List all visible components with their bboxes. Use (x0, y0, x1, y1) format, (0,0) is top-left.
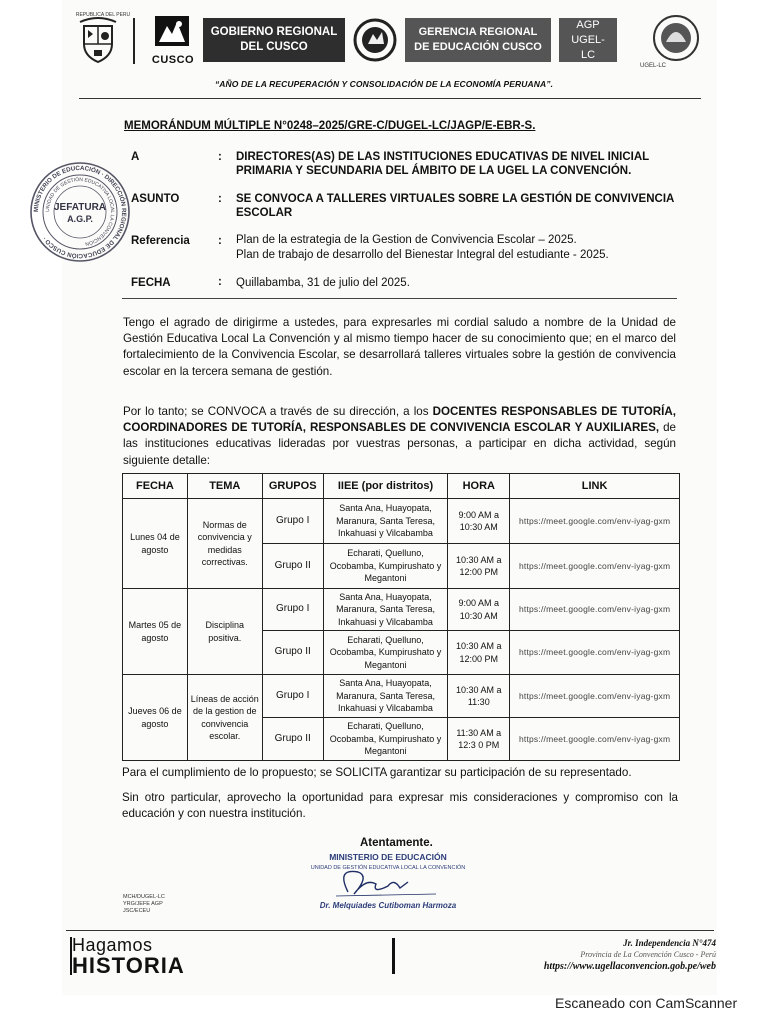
meet-link[interactable]: https://meet.google.com/env-iyag-gxm (510, 589, 680, 631)
gerencia-regional-badge: GERENCIA REGIONAL DE EDUCACIÓN CUSCO (405, 18, 551, 62)
subject-label: ASUNTO (131, 193, 180, 205)
reference-initials (123, 894, 165, 915)
day-date: Jueves 06 de agosto (123, 675, 188, 761)
peru-coat-of-arms-icon (78, 16, 118, 64)
header-hora: HORA (448, 474, 510, 499)
time-cell: 10:30 AM a 11:30 (448, 675, 510, 718)
time-cell: 10:30 AM a 12:00 PM (448, 544, 510, 589)
districts-cell: Santa Ana, Huayopata, Maranura, Santa Teresa, Inkahuasi y Vilcabamba (323, 499, 448, 544)
table-header-row (123, 474, 680, 499)
initials-line: MCH/DUGEL-LC (123, 894, 165, 900)
day-topic: Disciplina positiva. (187, 589, 262, 675)
time-cell: 11:30 AM a 12:3 0 PM (448, 718, 510, 761)
cusco-logo-text: CUSCO (151, 54, 195, 66)
request-paragraph: Para el cumplimiento de lo propuesto; se SOLICITA garantizar su participación de su representado. (122, 766, 632, 779)
year-motto: “AÑO DE LA RECUPERACIÓN Y CONSOLIDACIÓN DE LA ECONOMÍA PERUANA”. (214, 79, 554, 89)
to-label: A (131, 151, 140, 163)
table-row (123, 499, 680, 544)
header-tema: TEMA (187, 474, 262, 499)
signature-stamp (296, 848, 476, 918)
regional-seal-icon (353, 18, 397, 62)
districts-cell: Echarati, Quelluno, Ocobamba, Kumpirushato y Megantoni (323, 718, 448, 761)
day-date: Lunes 04 de agosto (123, 499, 188, 589)
motto-underline (79, 98, 701, 99)
convocation-participants: DOCENTES RESPONSABLES DE TUTORÍA, COORDINADORES DE TUTORÍA, RESPONSABLES DE CONVIVENCIA ESCOLAR Y AUXILIARES, (123, 405, 676, 435)
reference-colon: : (218, 235, 222, 247)
date-label: FECHA (131, 277, 171, 289)
footer-website[interactable]: https://www.ugellaconvencion.gob.pe/web (543, 961, 716, 972)
memo-title: MEMORÁNDUM MÚLTIPLE N°0248–2025/GRE-C/DUGEL-LC/JAGP/E-EBR-S. (124, 120, 536, 132)
time-cell: 9:00 AM a 10:30 AM (448, 589, 510, 631)
group-cell: Grupo II (262, 718, 323, 761)
districts-cell: Santa Ana, Huayopata, Maranura, Santa Teresa, Inkahuasi y Vilcabamba (323, 589, 448, 631)
schedule-table (122, 473, 680, 761)
gobierno-regional-badge: GOBIERNO REGIONAL DEL CUSCO (203, 18, 345, 62)
intro-paragraph: Tengo el agrado de dirigirme a ustedes, para expresarles mi cordial saludo a nombre de la Unidad de Gestión Educativa Local La Convención y al mismo tiempo hacer de su conocimiento que; en el marco del fortalecimiento de la Convivencia Escolar, se desarrollará talleres virtuales sobre la gestión de convivencia escolar en la tercera semana de gestión. (123, 316, 676, 378)
ugel-seal-icon (650, 14, 702, 68)
jefatura-stamp (28, 160, 132, 264)
day-topic: Normas de convivencia y medidas correctivas. (187, 499, 262, 589)
signature-stamp-line-1: MINISTERIO DE EDUCACIÓN (329, 852, 447, 862)
date-colon: : (218, 276, 222, 288)
meet-link[interactable]: https://meet.google.com/env-iyag-gxm (510, 499, 680, 544)
reference-label: Referencia (131, 235, 190, 247)
initials-line: JSC/ECEU (123, 908, 151, 914)
districts-cell: Santa Ana, Huayopata, Maranura, Santa Teresa, Inkahuasi y Vilcabamba (323, 675, 448, 718)
to-value: DIRECTORES(AS) DE LAS INSTITUCIONES EDUCATIVAS DE NIVEL INICIAL PRIMARIA Y SECUNDARIA DEL ÁMBITO DE LA UGEL LA CONVENCIÓN. (236, 151, 649, 177)
letterhead (75, 14, 705, 68)
crest-label: REPUBLICA DEL PERU (75, 12, 131, 18)
subject-value: SE CONVOCA A TALLERES VIRTUALES SOBRE LA GESTIÓN DE CONVIVENCIA ESCOLAR (236, 193, 674, 219)
group-cell: Grupo I (262, 675, 323, 718)
districts-cell: Echarati, Quelluno, Ocobamba, Kumpirushato y Megantoni (323, 631, 448, 675)
date-value: Quillabamba, 31 de julio del 2025. (236, 277, 410, 289)
farewell-paragraph: Sin otro particular, aprovecho la oportunidad para expresar mis consideraciones y compromiso con la educación y con nuestra institución. (122, 791, 678, 820)
table-row (123, 589, 680, 631)
time-cell: 9:00 AM a 10:30 AM (448, 499, 510, 544)
day-topic: Líneas de acción de la gestion de convivencia escolar. (187, 675, 262, 761)
meet-link[interactable]: https://meet.google.com/env-iyag-gxm (510, 718, 680, 761)
footer-province: Provincia de La Convención Cusco - Perú (580, 950, 716, 959)
header-link: LINK (510, 474, 680, 499)
table-row (123, 675, 680, 718)
scanner-watermark: Escaneado con CamScanner (555, 995, 738, 1011)
header-iiee: IIEE (por distritos) (323, 474, 448, 499)
footer-slogan-bottom: HISTORIA (72, 953, 185, 978)
sign-off: Atentamente. (360, 837, 433, 849)
convocation-text-a: Por lo tanto; se CONVOCA a través de su dirección, a los (123, 405, 433, 418)
stamp-inner-text: UNIDAD DE GESTIÓN EDUCATIVA LOCAL LA CONVENCIÓN (44, 176, 116, 247)
stamp-center-line-2: A.G.P. (67, 214, 93, 224)
day-date: Martes 05 de agosto (123, 589, 188, 675)
header-divider (133, 18, 135, 64)
meet-link[interactable]: https://meet.google.com/env-iyag-gxm (510, 675, 680, 718)
convocation-text-b: de las instituciones educativas lideradas por vuestras personas, a participar en dicha actividad, según siguiente detalle: (123, 421, 676, 467)
group-cell: Grupo II (262, 544, 323, 589)
signature-stamp-line-2: UNIDAD DE GESTIÓN EDUCATIVA LOCAL LA CONVENCIÓN (310, 865, 466, 871)
stamp-center-line-1: JEFATURA (53, 202, 107, 213)
initials-line: YRG/JEFE AGP (123, 901, 163, 907)
group-cell: Grupo II (262, 631, 323, 675)
ugel-seal-label: UGEL-LC (640, 63, 667, 69)
meet-link[interactable]: https://meet.google.com/env-iyag-gxm (510, 631, 680, 675)
header-fecha: FECHA (123, 474, 188, 499)
header-grupos: GRUPOS (262, 474, 323, 499)
reference-line-2: Plan de trabajo de desarrollo del Bienestar Integral del estudiante - 2025. (236, 249, 609, 261)
time-cell: 10:30 AM a 12:00 PM (448, 631, 510, 675)
group-cell: Grupo I (262, 589, 323, 631)
meet-link[interactable]: https://meet.google.com/env-iyag-gxm (510, 544, 680, 589)
to-colon: : (218, 151, 222, 163)
agp-ugel-badge: AGP UGEL- LC (559, 18, 617, 62)
districts-cell: Echarati, Quelluno, Ocobamba, Kumpirushato y Megantoni (323, 544, 448, 589)
group-cell: Grupo I (262, 499, 323, 544)
footer-address: Jr. Independencia N°474 (623, 938, 716, 948)
stamp-ring-text: MINISTERIO DE EDUCACIÓN · DIRECCIÓN REGIONAL DE EDUCACIÓN CUSCO · (32, 164, 128, 260)
header-separator (122, 298, 677, 299)
subject-colon: : (218, 193, 222, 205)
footer-divider (392, 938, 395, 974)
footer-rule (66, 930, 714, 931)
reference-line-1: Plan de la estrategia de la Gestion de Convivencia Escolar – 2025. (236, 234, 577, 246)
convocation-paragraph (123, 404, 676, 469)
footer-slogan-top: Hagamos (72, 935, 153, 955)
signatory-name: Dr. Melquiades Cutiboman Harmoza (319, 901, 457, 910)
